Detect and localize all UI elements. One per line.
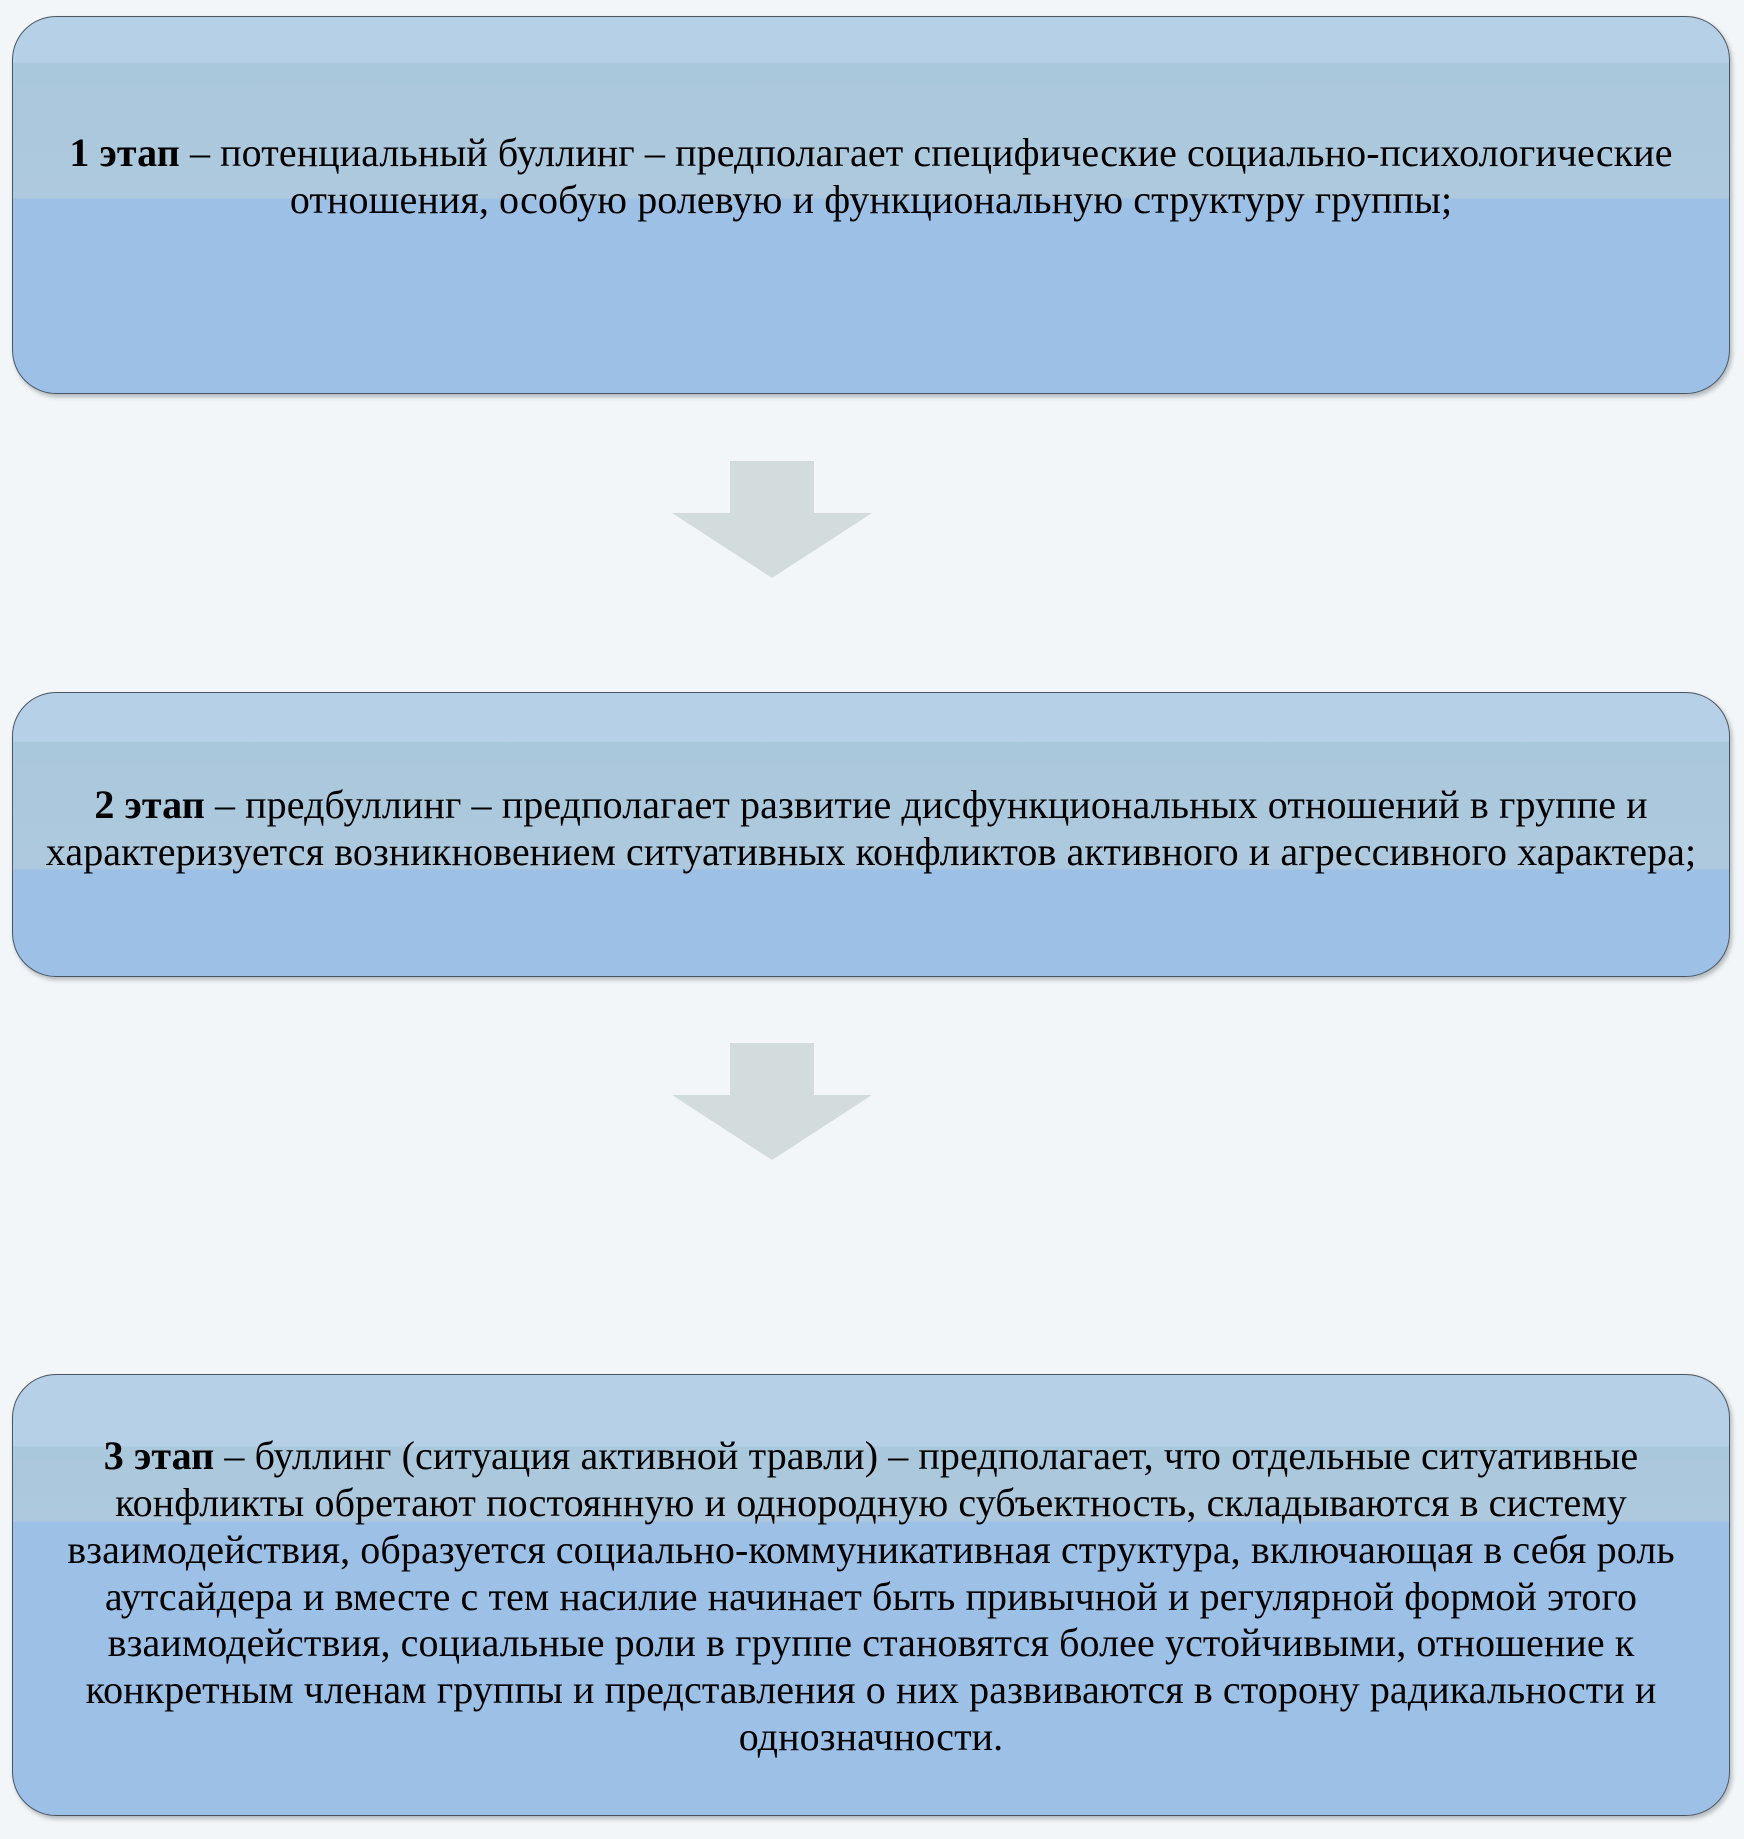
stage-box-1 bbox=[12, 16, 1730, 394]
stage-3-label: 3 этап bbox=[103, 1433, 215, 1479]
stage-1-body: – потенциальный буллинг – предполагает специфические социально-психологические отношения, особую ролевую и функциональную структуру группы; bbox=[179, 130, 1673, 222]
stage-box-3 bbox=[12, 1374, 1730, 1816]
stage-1-text bbox=[13, 130, 1729, 224]
stage-1-label: 1 этап bbox=[69, 130, 180, 176]
arrow-down-icon-2 bbox=[672, 1043, 872, 1160]
stage-3-body: – буллинг (ситуация активной травли) – предполагает, что отдельные ситуативные конфликты обретают постоянную и однородную субъектность, складываются в систему взаимодействия, образуется социально-коммуникативная структура, включающая в себя роль аутсайдера и вместе с тем насилие начинает быть привычной и регулярной формой этого взаимодействия, социальные роли в группе становятся более устойчивыми, отношение к конкретным членам группы и представления о них развиваются в сторону радикальности и однозначности. bbox=[67, 1433, 1675, 1759]
stage-3-text bbox=[13, 1433, 1729, 1761]
stage-box-2 bbox=[12, 692, 1730, 977]
stage-2-body: – предбуллинг – предполагает развитие дисфункциональных отношений в группе и характеризуется возникновением ситуативных конфликтов активного и агрессивного характера; bbox=[45, 781, 1697, 874]
arrow-down-icon-1 bbox=[672, 461, 872, 578]
stage-2-text bbox=[13, 782, 1729, 876]
stage-2-label: 2 этап bbox=[94, 781, 205, 827]
